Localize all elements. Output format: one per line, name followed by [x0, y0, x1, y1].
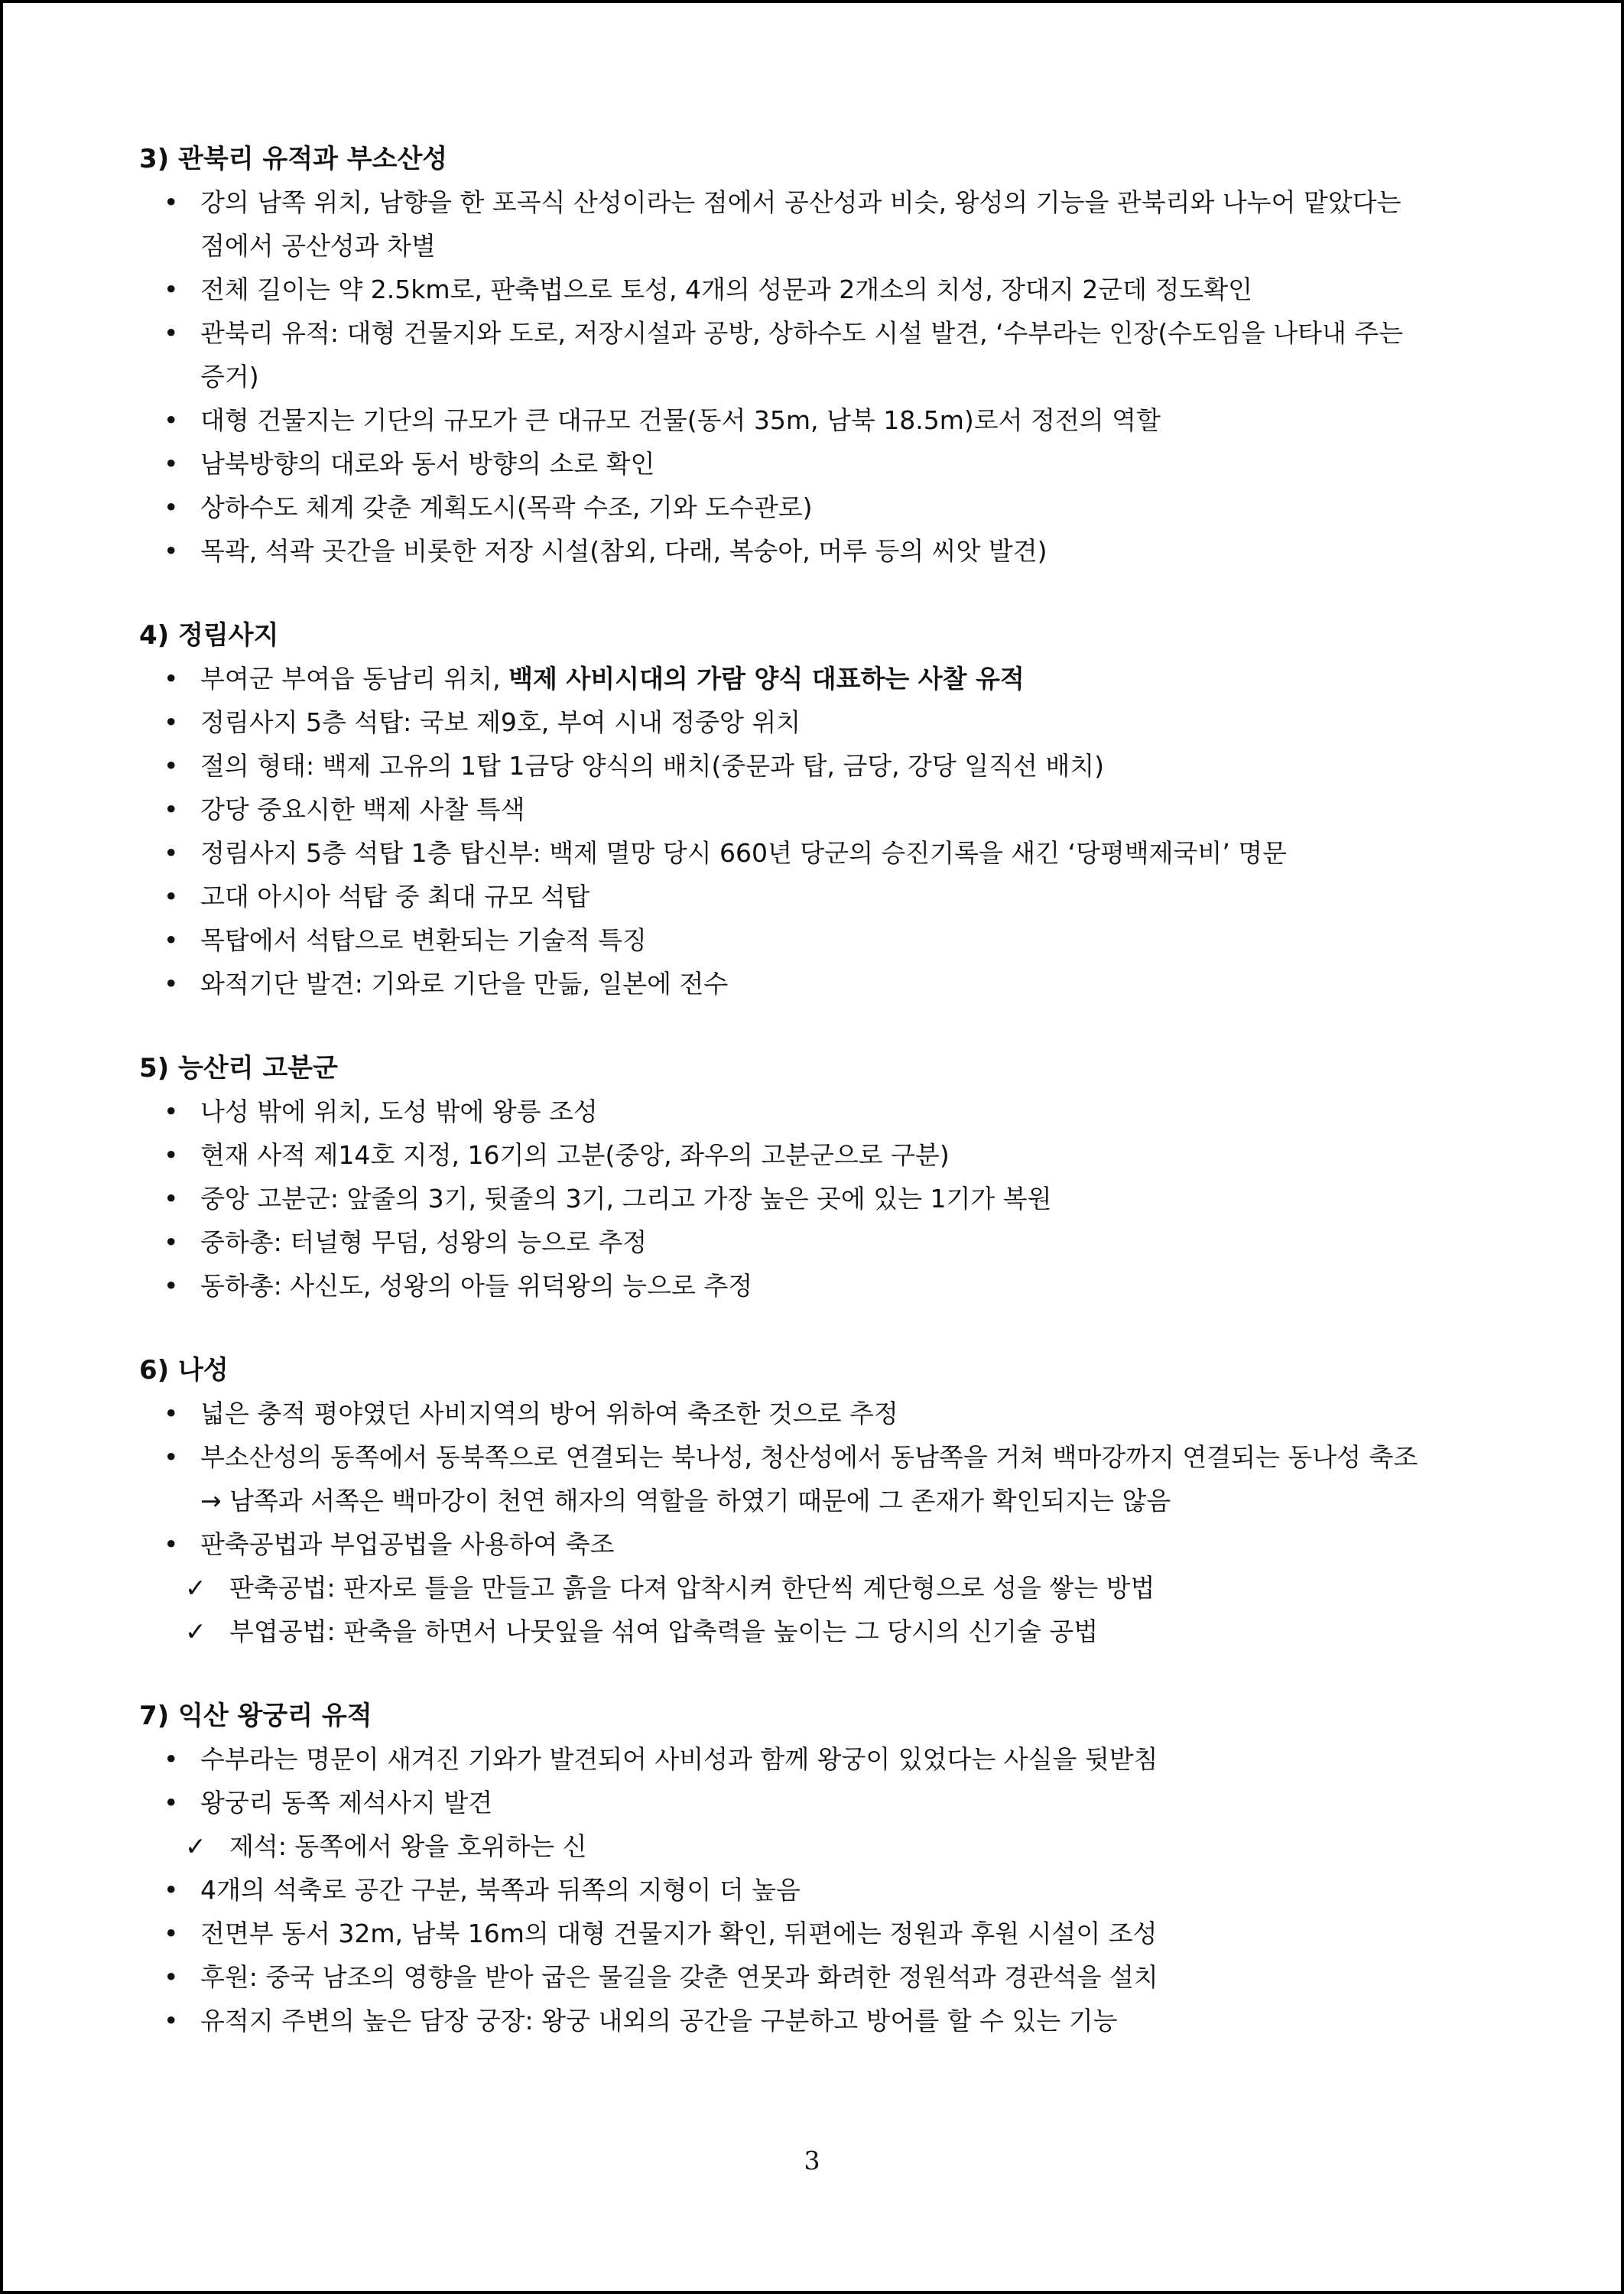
item-text: 정림사지 5층 석탑 1층 탑신부: 백제 멸망 당시 660년 당군의 승진기록을 새긴 ‘당평백제국비’ 명문 — [200, 838, 1288, 868]
item-text: 중하총: 터널형 무덤, 성왕의 능으로 추정 — [200, 1227, 648, 1257]
item-text: 나성 밖에 위치, 도성 밖에 왕릉 조성 — [200, 1097, 598, 1126]
item-text: 부엽공법: 판축을 하면서 나뭇잎을 섞여 압축력을 높이는 그 당시의 신기술 공법 — [229, 1617, 1099, 1646]
item-text: 판축공법과 부업공법을 사용하여 축조 — [200, 1529, 615, 1559]
bullet-icon: • — [164, 275, 179, 304]
bullet-icon: • — [164, 405, 179, 435]
item-text: 상하수도 체계 갖춘 계획도시(목곽 수조, 기와 도수관로) — [200, 492, 813, 522]
item-text: 전면부 동서 32m, 남북 16m의 대형 건물지가 확인, 뒤편에는 정원과 후원 시설이 조성 — [200, 1919, 1158, 1948]
list-item — [139, 1999, 1439, 2042]
item-text: 전체 길이는 약 2.5km로, 판축법으로 토성, 4개의 성문과 2개소의 치성, 장대지 2군데 정도확인 — [200, 275, 1253, 304]
item-text: 부소산성의 동쪽에서 동북쪽으로 연결되는 북나성, 청산성에서 동남쪽을 거쳐 백마강까지 연결되는 동나성 축조 → 남쪽과 서쪽은 백마강이 천연 해자의 역할을 하였기 때문에 그 존재가 확인되지는 않음 — [200, 1442, 1418, 1516]
section-naseong — [139, 1352, 1439, 1653]
item-text: 유적지 주변의 높은 담장 궁장: 왕궁 내외의 공간을 구분하고 방어를 할 수 있는 기능 — [200, 2006, 1118, 2036]
bullet-icon: • — [164, 707, 179, 737]
bullet-icon: • — [164, 969, 179, 999]
bullet-icon: • — [164, 664, 179, 694]
bullet-icon: • — [164, 1140, 179, 1170]
item-text: 목곽, 석곽 곳간을 비롯한 저장 시설(참외, 다래, 복숭아, 머루 등의 씨앗 발견) — [200, 536, 1047, 566]
bullet-icon: • — [164, 1271, 179, 1301]
list-item — [139, 1133, 1439, 1177]
list-item — [139, 1220, 1439, 1264]
list-item — [139, 398, 1439, 442]
list-item — [139, 268, 1439, 311]
section-title: 7) 익산 왕궁리 유적 — [139, 1701, 372, 1731]
item-text: 왕궁리 동쪽 제석사지 발견 — [200, 1788, 493, 1818]
item-emphasis: 백제 사비시대의 가람 양식 대표하는 사찰 유적 — [508, 664, 1025, 694]
item-text: 목탑에서 석탑으로 변환되는 기술적 특징 — [200, 925, 647, 955]
item-text: 정림사지 5층 석탑: 국보 제9호, 부여 시내 정중앙 위치 — [200, 707, 801, 737]
list-item — [139, 311, 1439, 398]
section-title: 4) 정림사지 — [139, 620, 279, 651]
list-item — [139, 1090, 1439, 1133]
bullet-icon: • — [164, 1227, 179, 1257]
list-item — [139, 918, 1439, 962]
bullet-icon: • — [164, 2006, 179, 2036]
bullet-icon: • — [164, 925, 179, 955]
item-text: 넓은 충적 평야였던 사비지역의 방어 위하여 축조한 것으로 추정 — [200, 1399, 898, 1428]
item-text: 와적기단 발견: 기와로 기단을 만듦, 일본에 전수 — [200, 969, 729, 999]
item-text: 수부라는 명문이 새겨진 기와가 발견되어 사비성과 함께 왕궁이 있었다는 사실을 뒷받침 — [200, 1744, 1158, 1774]
checkmark-icon: ✓ — [185, 1617, 206, 1646]
list-item — [139, 529, 1439, 573]
section-title: 5) 능산리 고분군 — [139, 1053, 338, 1084]
item-text: 절의 형태: 백제 고유의 1탑 1금당 양식의 배치(중문과 탑, 금당, 강당 일직선 배치) — [200, 751, 1105, 781]
section-neungsanri — [139, 1050, 1439, 1308]
list-item — [139, 1392, 1439, 1435]
bullet-icon: • — [164, 1184, 179, 1214]
item-text: 대형 건물지는 기단의 규모가 큰 대규모 건물(동서 35m, 남북 18.5m)로서 정전의 역할 — [200, 405, 1161, 435]
item-text: 강의 남쪽 위치, 남향을 한 포곡식 산성이라는 점에서 공산성과 비슷, 왕성의 기능을 관북리와 나누어 맡았다는 점에서 공산성과 차별 — [200, 187, 1402, 261]
bullet-icon: • — [164, 1097, 179, 1126]
bullet-icon: • — [164, 187, 179, 217]
list-item — [139, 1737, 1439, 1781]
bullet-icon: • — [164, 1399, 179, 1428]
sub-list-item — [139, 1824, 1439, 1868]
list-item — [139, 486, 1439, 529]
checkmark-icon: ✓ — [185, 1831, 206, 1861]
sub-list-item — [139, 1610, 1439, 1653]
list-item — [139, 1955, 1439, 1999]
section-title: 6) 나성 — [139, 1355, 229, 1386]
bullet-icon: • — [164, 536, 179, 566]
checkmark-icon: ✓ — [185, 1573, 206, 1603]
section-gwanbukri — [139, 141, 1439, 573]
item-text: 중앙 고분군: 앞줄의 3기, 뒷줄의 3기, 그리고 가장 높은 곳에 있는 1기가 복원 — [200, 1184, 1052, 1214]
list-item — [139, 442, 1439, 486]
item-text: 남북방향의 대로와 동서 방향의 소로 확인 — [200, 449, 655, 479]
bullet-icon: • — [164, 449, 179, 479]
item-text: 강당 중요시한 백제 사찰 특색 — [200, 794, 525, 824]
bullet-icon: • — [164, 318, 179, 348]
list-item — [139, 1868, 1439, 1912]
item-text: 제석: 동쪽에서 왕을 호위하는 신 — [229, 1831, 587, 1861]
item-text: 후원: 중국 남조의 영향을 받아 굽은 물길을 갖춘 연못과 화려한 정원석과 경관석을 설치 — [200, 1962, 1158, 1992]
list-item — [139, 657, 1439, 700]
list-item — [139, 962, 1439, 1006]
page-content — [139, 141, 1439, 2087]
bullet-icon: • — [164, 1529, 179, 1559]
section-jeongnimsa — [139, 617, 1439, 1006]
item-text: 부여군 부여읍 동남리 위치, — [200, 664, 509, 694]
list-item — [139, 1177, 1439, 1220]
bullet-icon: • — [164, 1962, 179, 1992]
list-item — [139, 744, 1439, 788]
bullet-icon: • — [164, 794, 179, 824]
section-title: 3) 관북리 유적과 부소산성 — [139, 144, 448, 174]
bullet-icon: • — [164, 492, 179, 522]
item-text: 4개의 석축로 공간 구분, 북쪽과 뒤쪽의 지형이 더 높음 — [200, 1875, 801, 1905]
list-item — [139, 1781, 1439, 1824]
list-item — [139, 180, 1439, 268]
list-item — [139, 1912, 1439, 1955]
item-text: 고대 아시아 석탑 중 최대 규모 석탑 — [200, 882, 590, 911]
section-wanggungri — [139, 1698, 1439, 2042]
list-item — [139, 1435, 1439, 1522]
bullet-icon: • — [164, 1919, 179, 1948]
list-item — [139, 788, 1439, 831]
bullet-icon: • — [164, 882, 179, 911]
item-text: 동하총: 사신도, 성왕의 아들 위덕왕의 능으로 추정 — [200, 1271, 753, 1301]
item-text: 현재 사적 제14호 지정, 16기의 고분(중앙, 좌우의 고분군으로 구분) — [200, 1140, 950, 1170]
list-item — [139, 875, 1439, 918]
list-item — [139, 1264, 1439, 1308]
bullet-icon: • — [164, 1744, 179, 1774]
sub-list-item — [139, 1566, 1439, 1610]
page-number: 3 — [804, 2146, 820, 2175]
list-item — [139, 1522, 1439, 1566]
list-item — [139, 700, 1439, 744]
bullet-icon: • — [164, 751, 179, 781]
bullet-icon: • — [164, 1875, 179, 1905]
bullet-icon: • — [164, 1442, 179, 1472]
list-item — [139, 831, 1439, 875]
item-text: 관북리 유적: 대형 건물지와 도로, 저장시설과 공방, 상하수도 시설 발견, ‘수부라는 인장(수도임을 나타내 주는 증거) — [200, 318, 1404, 392]
bullet-icon: • — [164, 1788, 179, 1818]
bullet-icon: • — [164, 838, 179, 868]
item-text: 판축공법: 판자로 틀을 만들고 흙을 다져 압착시켜 한단씩 계단형으로 성을 쌓는 방법 — [229, 1573, 1155, 1603]
